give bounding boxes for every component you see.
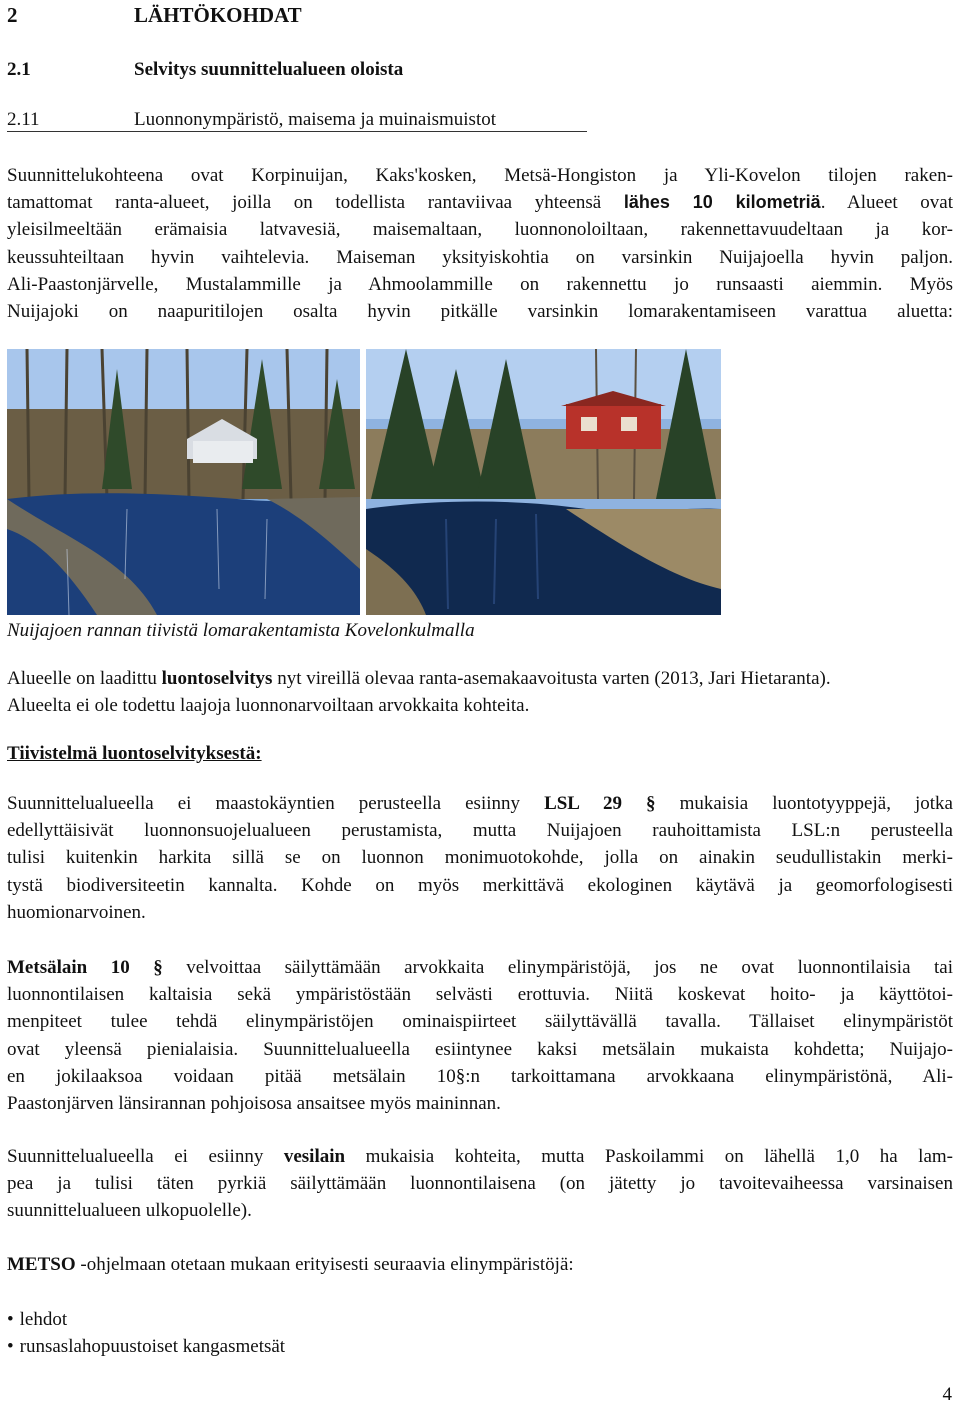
metsalaki-paragraph — [7, 954, 953, 1117]
highlight-shoreline-length: lähes 10 kilometriä — [623, 192, 821, 213]
vesilaki-line: Suunnittelualueella ei esiinny vesilain mukaisia kohteita, mutta Paskoilammi on lähellä 1,0 ha lam- — [7, 1146, 953, 1167]
heading-1-text: LÄHTÖKOHDAT — [134, 3, 302, 27]
vesilaki-line: pea ja tulisi täten pyrkiä säilyttämään luonnontilaisena (on jätetty jo tavoitevaiheessa varsinaisen — [7, 1173, 953, 1195]
intro-line: keussuhteiltaan hyvin vaihtelevia. Maiseman yksityiskohtia on varsinkin Nuijajoella hyvin paljon. — [7, 246, 953, 268]
heading-2-text: Selvitys suunnittelualueen oloista — [134, 59, 404, 80]
intro-line: yleisilmeeltään erämaisia latvavesiä, maisemaltaan, luonnonoloiltaan, rakennettavuudeltaan ja kor- — [7, 219, 953, 241]
intro-line: Ali-Paastonjärvelle, Mustalammille ja Ahmoolammille on rakennettu jo runsaasti aiemmin. Myös — [7, 273, 953, 295]
heading-1-number: 2 — [7, 3, 18, 27]
lsl-line: edellyttäisivät luonnonsuojelualueen perustamista, mutta Nuijajoen rauhoittamista LSL:n perusteella — [7, 820, 953, 842]
term-lsl-29: LSL 29 § — [544, 793, 656, 814]
term-metso: METSO — [7, 1254, 76, 1275]
term-luontoselvitys: luontoselvitys — [161, 668, 273, 689]
lsl-paragraph — [7, 790, 953, 926]
metsalaki-line: ovat yleensä pienialaisia. Suunnittelualueella esiintynee kaksi metsälain mukaista kohdetta; Nuijajo- — [7, 1038, 953, 1060]
heading-3-underline — [7, 131, 587, 132]
intro-paragraph — [7, 162, 953, 325]
metsalaki-line: luonnontilaisen kaltaisia sekä ympäristöstään selvästi erottuvia. Niitä koskevat hoito- ja käyttötoi- — [7, 984, 953, 1006]
list-item: • lehdot — [7, 1306, 285, 1333]
intro-line: Nuijajoki on naapuritilojen osalta hyvin pitkälle varsinkin lomarakentamiseen varattua aluetta: — [7, 301, 953, 323]
lsl-line: tulisi kuitenkin harkita sillä se on luonnon monimuotokohde, jolla on ainakin seudullistakin merki- — [7, 847, 953, 869]
term-metsalaki-10: Metsälain 10 § — [7, 957, 163, 978]
page-number: 4 — [942, 1384, 952, 1405]
list-item: • runsaslahopuustoiset kangasmetsät — [7, 1333, 285, 1360]
heading-3-text: Luonnonympäristö, maisema ja muinaismuistot — [134, 109, 497, 130]
metsalaki-line: menpiteet tulee tehdä elinympäristöjen ominaispiirteet säilyttävällä tavalla. Tällaiset elinympäristöt — [7, 1011, 953, 1033]
vesilaki-line: suunnittelualueen ulkopuolelle). — [7, 1200, 252, 1222]
term-vesilaki: vesilain — [283, 1146, 346, 1167]
vesilaki-paragraph — [7, 1143, 953, 1225]
heading-3-number: 2.11 — [7, 109, 40, 130]
lsl-line: Suunnittelualueella ei maastokäyntien perusteella esiinny LSL 29 § mukaisia luontotyyppejä, jotka — [7, 793, 953, 814]
intro-line: tamattomat ranta-alueet, joilla on todellista rantaviivaa yhteensä lähes 10 kilometriä. Alueet ovat — [7, 192, 953, 214]
photo-river-white-cottage — [7, 349, 360, 615]
lsl-line: huomionarvoinen. — [7, 901, 146, 923]
lsl-line: tystä biodiversiteetin kannalta. Kohde on myös merkittävä ekologinen käytävä ja geomorfologisesti — [7, 874, 953, 896]
photo-row — [7, 349, 953, 617]
survey-paragraph — [7, 665, 953, 719]
survey-line: Alueelta ei ole todettu laajoja luonnonarvoiltaan arvokkaita kohteita. — [7, 695, 530, 717]
metsalaki-line: en jokilaaksoa voidaan pitää metsälain 10§:n tarkoittamana arvokkaana elinympäristönä, Ali- — [7, 1065, 953, 1087]
metsalaki-line: Paastonjärven länsirannan pohjoisosa ansaitsee myös maininnan. — [7, 1093, 501, 1115]
photo-river-red-cottage — [366, 349, 721, 615]
summary-title: Tiivistelmä luontoselvityksestä: — [7, 743, 262, 764]
heading-2-number: 2.1 — [7, 59, 31, 80]
intro-line: Suunnittelukohteena ovat Korpinuijan, Kaks'kosken, Metsä-Hongiston ja Yli-Kovelon tilojen raken- — [7, 165, 953, 186]
metso-paragraph: METSO -ohjelmaan otetaan mukaan erityisesti seuraavia elinympäristöjä: — [7, 1254, 574, 1275]
survey-line: Alueelle on laadittu luontoselvitys nyt vireillä olevaa ranta-asemakaavoitusta varten (2013, Jari Hietaranta). — [7, 668, 831, 689]
photo-caption: Nuijajoen rannan tiivistä lomarakentamista Kovelonkulmalla — [7, 620, 475, 641]
metsalaki-line: Metsälain 10 § velvoittaa säilyttämään arvokkaita elinympäristöjä, jos ne ovat luonnontilaisia tai — [7, 957, 953, 978]
habitat-list — [7, 1306, 285, 1360]
